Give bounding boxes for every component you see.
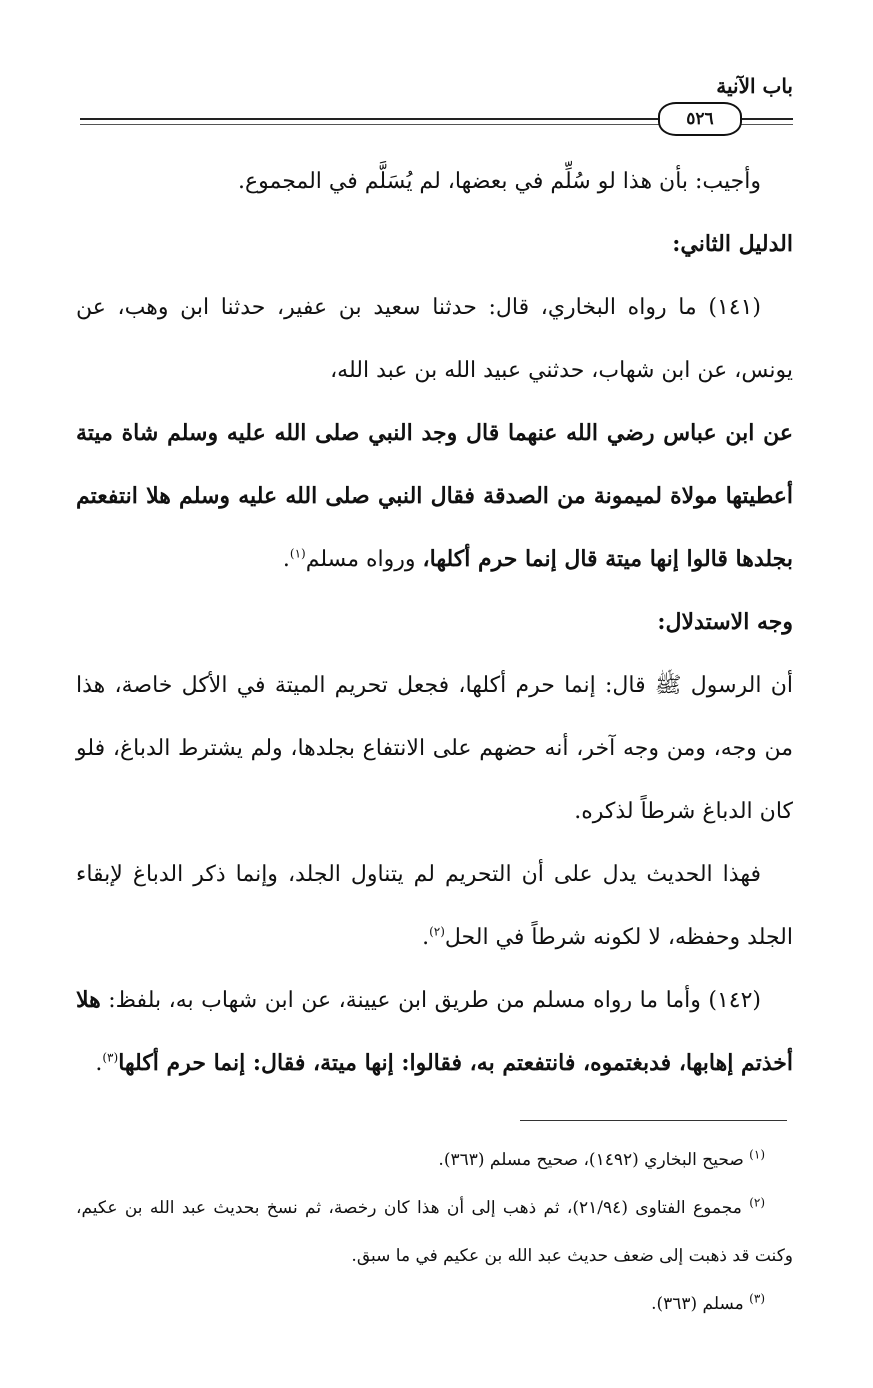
paragraph-conclusion: فهذا الحديث يدل على أن التحريم لم يتناول الجلد، وإنما ذكر الدباغ لإبقاء الجلد وحفظه، لا لكونه شرطاً في الحل$^{(٢)}$. [76, 862, 793, 950]
footnote-ref-2[interactable]: (٢) [429, 924, 445, 939]
page-header [80, 72, 793, 132]
paragraph-hadith-142: (١٤٢) وأما ما رواه مسلم من طريق ابن عيينة، عن ابن شهاب به، بلفظ: هلا أخذتم إهابها، فدبغتموه، فانتفعتم به، فقالوا: إنها ميتة، فقال: إنما حرم أكلها$^{(٣)}$. [76, 987, 793, 1076]
hadith-text: عن ابن عباس رضي الله عنهما قال وجد النبي صلى الله عليه وسلم شاة ميتة أعطيتها مولاة لميمونة من الصدقة فقال النبي صلى الله عليه وسلم هلا انتفعتم بجلدها قالوا إنها ميتة قال إنما حرم أكلها، [76, 420, 793, 572]
footnote-3-text: مسلم (٣٦٣). [651, 1294, 744, 1314]
footnote-2 [76, 1184, 793, 1280]
footnote-mark-3: (٣) [749, 1291, 765, 1306]
paragraph-answer: وأجيب: بأن هذا لو سُلِّم في بعضها، لم يُسَلَّم في المجموع. [237, 169, 761, 194]
paragraph-hadith-141-text: عن ابن عباس رضي الله عنهما قال وجد النبي صلى الله عليه وسلم شاة ميتة أعطيتها مولاة لميمونة من الصدقة فقال النبي صلى الله عليه وسلم هلا انتفعتم بجلدها قالوا إنها ميتة قال إنما حرم أكلها، ورواه مسلم$^{(١)}$. [76, 420, 793, 572]
footnote-mark-1: (١) [749, 1147, 765, 1162]
conclusion-text: فهذا الحديث يدل على أن التحريم لم يتناول الجلد، وإنما ذكر الدباغ لإبقاء الجلد وحفظه، لا لكونه شرطاً في الحل [76, 862, 793, 950]
main-text [76, 150, 793, 1095]
paragraph-inference: أن الرسول ﷺ قال: إنما حرم أكلها، فجعل تحريم الميتة في الأكل خاصة، هذا من وجه، ومن وجه آخر، أنه حضهم على الانتفاع بجلدها، ولم يشترط الدباغ، فلو كان الدباغ شرطاً لذكره. [76, 673, 793, 824]
page-number: ٥٢٦ [658, 102, 742, 136]
footnote-ref-1[interactable]: (١) [289, 546, 306, 561]
footnote-1-text: صحيح البخاري (١٤٩٢)، صحيح مسلم (٣٦٣). [438, 1150, 744, 1170]
footnote-1 [76, 1136, 793, 1184]
footnote-separator [520, 1120, 787, 1121]
heading-second-evidence: الدليل الثاني: [672, 231, 793, 257]
paragraph-hadith-141-chain: (١٤١) ما رواه البخاري، قال: حدثنا سعيد بن عفير، حدثنا ابن وهب، عن يونس، عن ابن شهاب، حدثني عبيد الله بن عبد الله، [76, 295, 793, 383]
chapter-title: باب الآنية [716, 74, 793, 98]
footnote-2-text: مجموع الفتاوى (٢١/٩٤)، ثم ذهب إلى أن هذا كان رخصة، ثم نسخ بحديث عبد الله بن عكيم، وكنت قد ذهبت إلى ضعف حديث عبد الله بن عكيم في ما سبق. [76, 1198, 793, 1266]
hadith-142-text: هلا أخذتم إهابها، فدبغتموه، فانتفعتم به، فقالوا: إنها ميتة، فقال: إنما حرم أكلها [76, 987, 793, 1076]
hadith-source: ورواه مسلم [305, 547, 423, 572]
hadith-142-lead: (١٤٢) وأما ما رواه مسلم من طريق ابن عيينة، عن ابن شهاب به، بلفظ: [100, 988, 761, 1013]
heading-inference: وجه الاستدلال: [657, 609, 793, 635]
footnote-mark-2: (٢) [749, 1195, 766, 1210]
footnotes [76, 1136, 793, 1328]
footnote-ref-3[interactable]: (٣) [102, 1050, 119, 1065]
footnote-3 [76, 1280, 793, 1328]
